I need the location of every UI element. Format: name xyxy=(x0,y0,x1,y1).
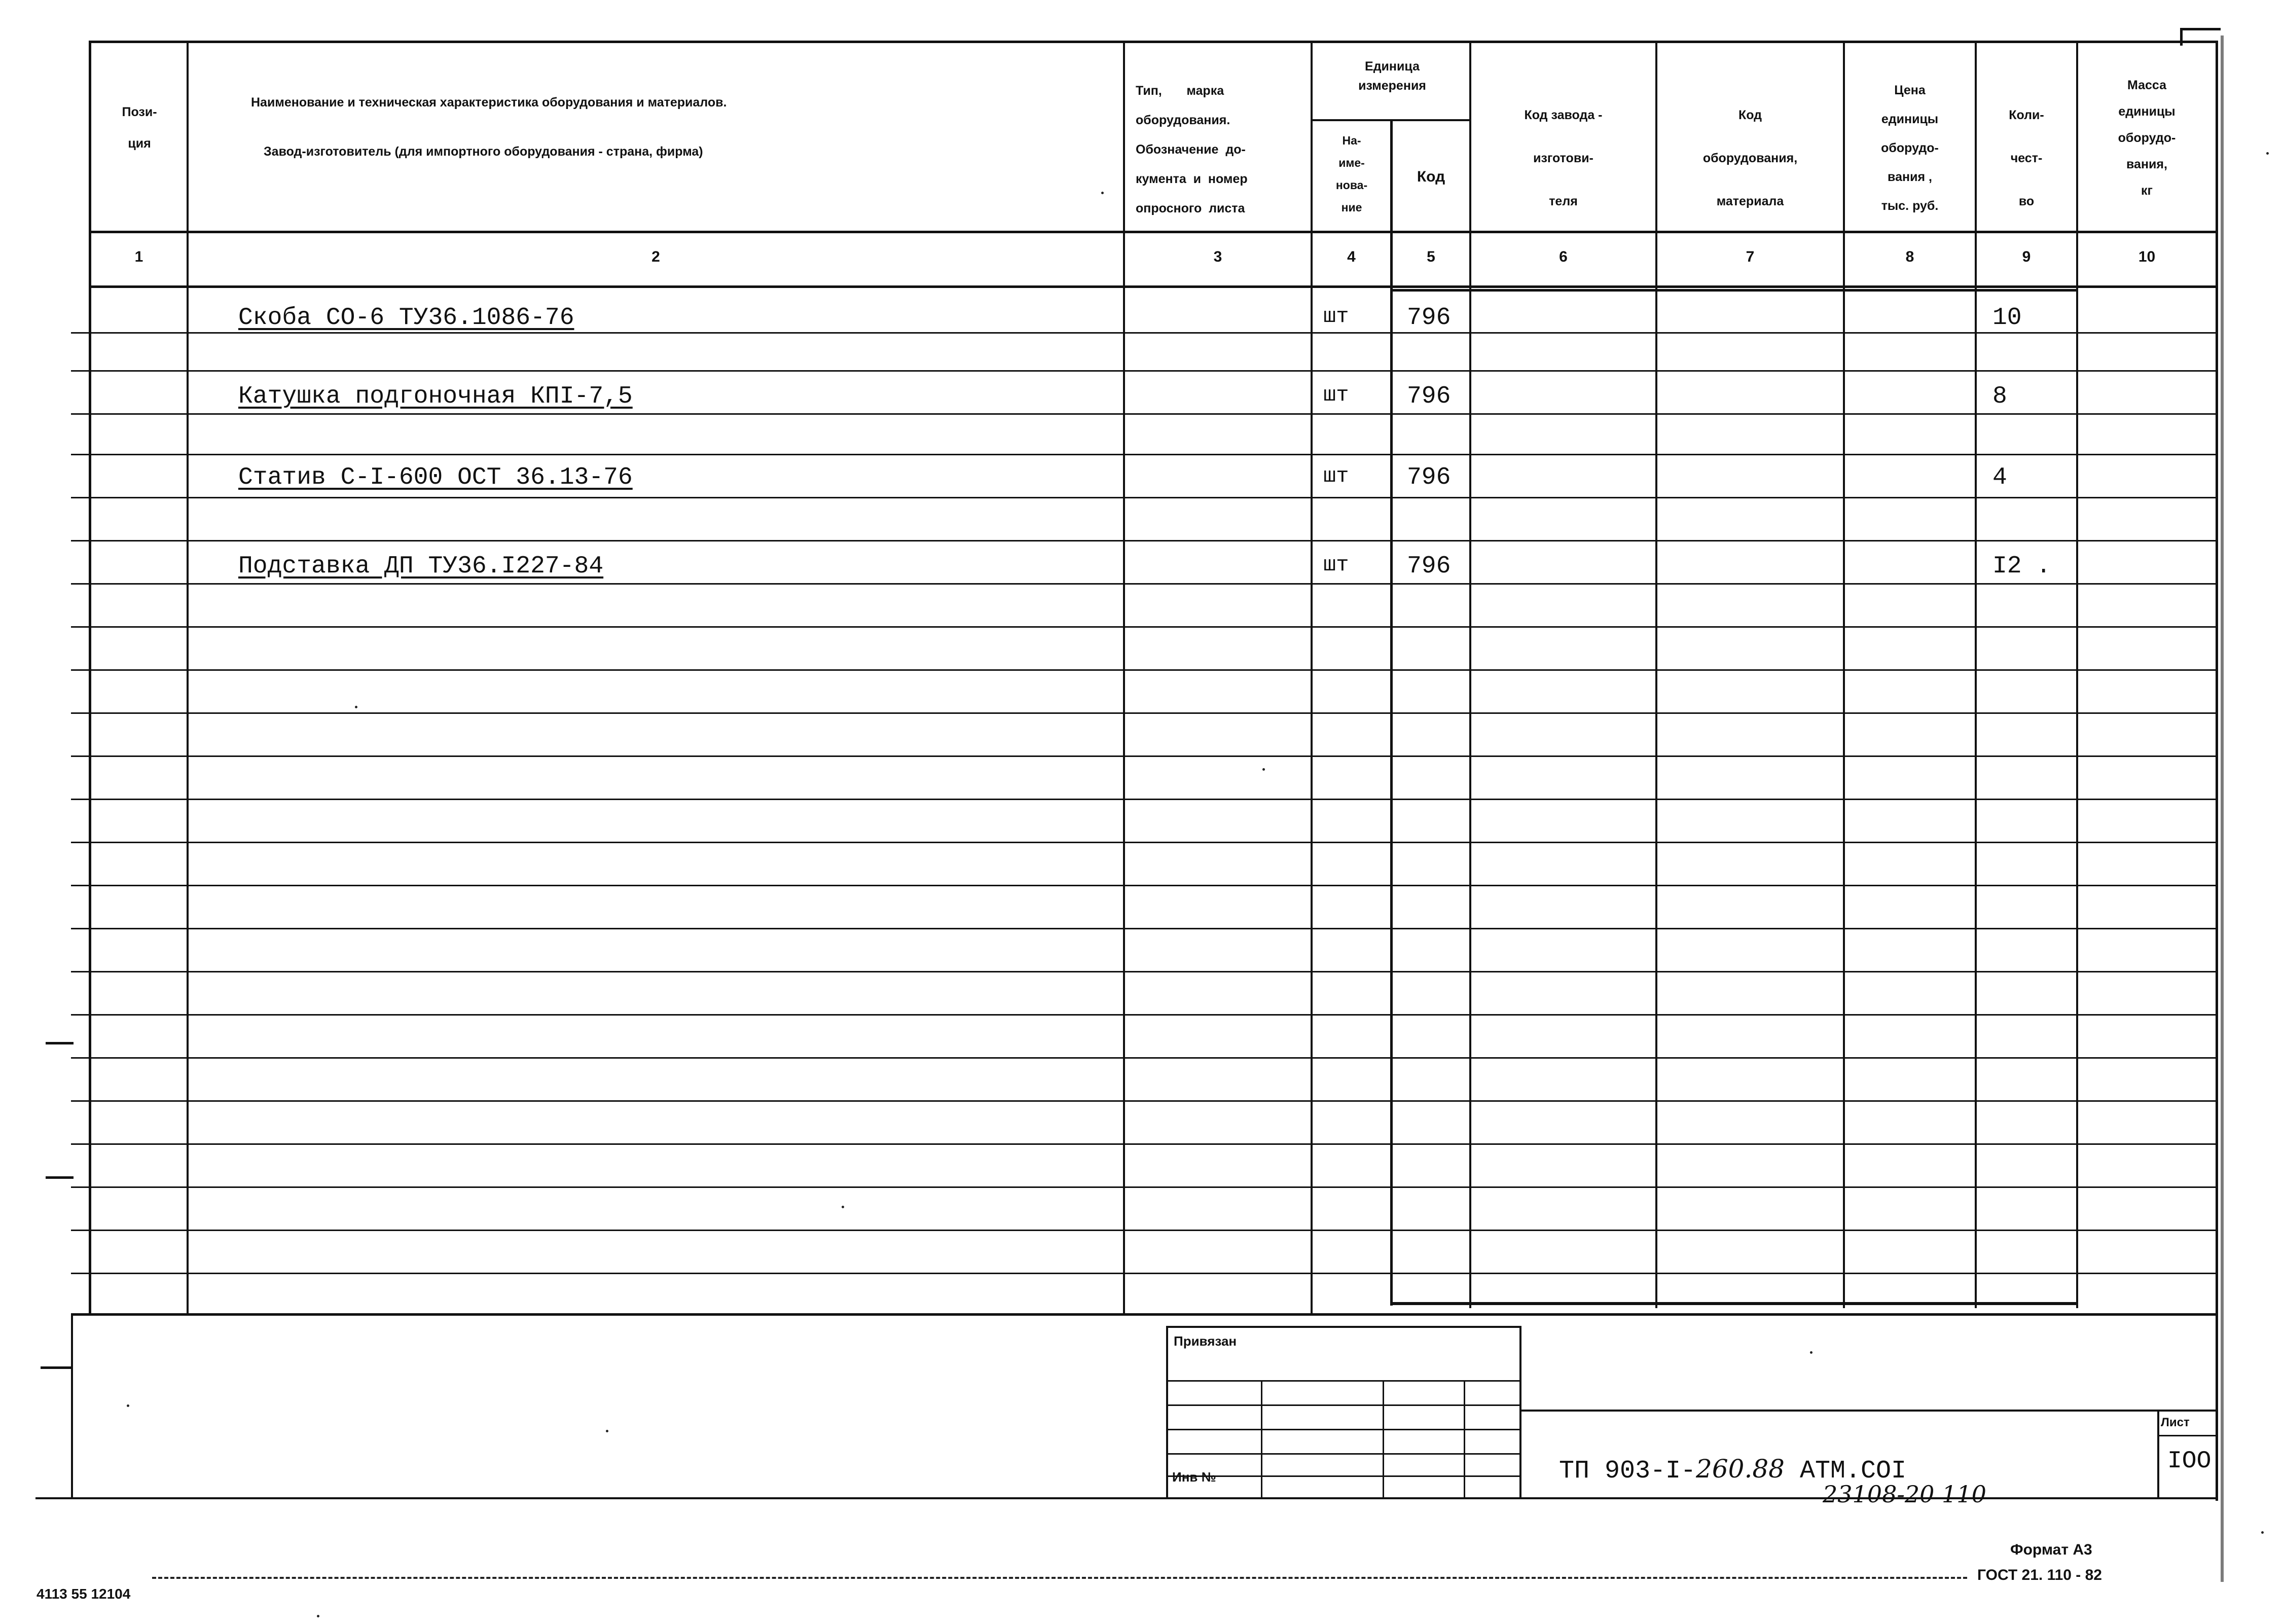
col1-divider xyxy=(187,41,189,1316)
row-unit: шт xyxy=(1323,304,1349,329)
column-number-3: 3 xyxy=(1213,248,1222,265)
stamp-row-line xyxy=(1166,1475,1521,1477)
corner-mark xyxy=(2180,30,2183,46)
scan-speck xyxy=(1810,1351,1812,1354)
column-number-4: 4 xyxy=(1347,248,1356,265)
row-code: 796 xyxy=(1407,304,1451,332)
column-number-8: 8 xyxy=(1905,248,1914,265)
sheet-box-top xyxy=(2157,1410,2159,1499)
table-row-line xyxy=(71,1014,2218,1016)
sheet-number: IOO xyxy=(2167,1448,2212,1475)
row-item-name: Катушка подгоночная КПI-7,5 xyxy=(238,383,633,410)
column-number-9: 9 xyxy=(2022,248,2031,265)
stamp-col-line xyxy=(1383,1380,1384,1498)
row-unit: шт xyxy=(1323,553,1349,577)
header-name-line2: Завод-изготовитель (для импортного оборудования - страна, фирма) xyxy=(264,145,703,159)
row-quantity: I2 . xyxy=(1992,553,2051,580)
header-name-line1: Наименование и техническая характеристика оборудования и материалов. xyxy=(251,95,727,110)
table-bottom-line xyxy=(71,1313,2218,1316)
table-row-line xyxy=(71,1230,2218,1231)
scan-speck xyxy=(127,1404,129,1407)
data-block-bottom xyxy=(1390,1302,2078,1305)
scan-speck xyxy=(2261,1531,2264,1534)
scan-speck xyxy=(317,1615,319,1617)
col2-divider xyxy=(1123,41,1125,1316)
scan-speck xyxy=(355,706,357,708)
table-row-line xyxy=(71,1273,2218,1274)
column-number-5: 5 xyxy=(1427,248,1435,265)
header-equipment-code: Код оборудования, материала xyxy=(1702,108,1798,208)
sheet-label: Лист xyxy=(2161,1416,2190,1429)
column-number-2: 2 xyxy=(651,248,660,265)
handwritten-number: 23108-20 110 xyxy=(1823,1481,1986,1508)
stamp-row-line xyxy=(1166,1453,1521,1455)
row-item-name: Скоба СО-6 ТУ36.1086-76 xyxy=(238,304,574,332)
table-row-line xyxy=(71,1100,2218,1102)
table-row-line xyxy=(71,1057,2218,1059)
bottom-frame-left-line xyxy=(71,1313,73,1499)
data-block-top xyxy=(1390,289,2078,292)
stamp-box-top xyxy=(1166,1326,1521,1328)
table-row-line xyxy=(71,799,2218,800)
row-code: 796 xyxy=(1407,383,1451,410)
header-quantity: Коли- чест- во xyxy=(2009,108,2044,208)
table-row-line xyxy=(71,626,2218,628)
table-row-line xyxy=(71,454,2218,455)
table-row-line xyxy=(71,1143,2218,1145)
header-unit-name: На- име- нова- ние xyxy=(1335,134,1368,214)
stamp-box-right xyxy=(1519,1326,1521,1498)
header-mass: Масса единицы оборудо- вания, кг xyxy=(2118,78,2176,198)
table-row-line xyxy=(71,712,2218,714)
table-row-line xyxy=(71,332,2218,334)
table-row-line xyxy=(71,755,2218,757)
row-item-name: Подставка ДП ТУ36.I227-84 xyxy=(238,553,604,580)
row-unit: шт xyxy=(1323,383,1349,407)
scan-speck xyxy=(606,1430,608,1432)
archive-number: 4113 55 12104 xyxy=(37,1586,131,1602)
table-row-line xyxy=(71,1186,2218,1188)
stamp-row-line xyxy=(1166,1429,1521,1430)
table-row-line xyxy=(71,497,2218,498)
col3-divider xyxy=(1311,41,1313,1316)
table-row-line xyxy=(71,540,2218,542)
scan-speck xyxy=(2266,152,2269,155)
margin-tick xyxy=(46,1176,74,1179)
frame-right-line xyxy=(2216,41,2218,1501)
col5-divider xyxy=(1469,41,1471,1308)
stamp-row-line xyxy=(1166,1380,1521,1382)
column-number-6: 6 xyxy=(1559,248,1568,265)
stamp-box-left xyxy=(1166,1326,1168,1498)
stamp-row-line xyxy=(1166,1404,1521,1406)
row-code: 796 xyxy=(1407,464,1451,491)
table-row-line xyxy=(71,583,2218,585)
table-row-line xyxy=(71,370,2218,372)
header-position: Пози- ция xyxy=(122,105,157,151)
table-row-line xyxy=(71,669,2218,671)
col8-divider xyxy=(1975,41,1977,1308)
margin-tick xyxy=(41,1366,71,1369)
scan-speck xyxy=(1101,192,1104,194)
col7-divider xyxy=(1843,41,1845,1308)
stamp-inv-number: Инв № xyxy=(1172,1469,1216,1485)
frame-top-line xyxy=(89,41,2218,43)
row-quantity: 8 xyxy=(1992,383,2007,410)
unit-group-divider xyxy=(1311,119,1471,121)
row-unit: шт xyxy=(1323,464,1349,488)
numbers-bottom-line xyxy=(89,285,2218,288)
scan-speck xyxy=(1262,768,1265,771)
document-code-handwritten: 260.88 xyxy=(1696,1454,1785,1484)
title-block-top xyxy=(1521,1410,2218,1412)
format-label: Формат А3 xyxy=(2010,1541,2092,1558)
table-row-line xyxy=(71,842,2218,843)
header-bottom-line xyxy=(89,231,2218,233)
table-row-line xyxy=(71,971,2218,972)
col4-divider xyxy=(1390,119,1393,1306)
corner-mark xyxy=(2180,28,2221,30)
sheet-box-divider xyxy=(2157,1435,2218,1436)
gost-label: ГОСТ 21. 110 - 82 xyxy=(1977,1567,2102,1583)
scan-speck xyxy=(842,1206,844,1208)
table-row-line xyxy=(71,885,2218,886)
column-number-1: 1 xyxy=(134,248,143,265)
stamp-col-line xyxy=(1464,1380,1465,1498)
header-price: Цена единицы оборудо- вания , тыс. руб. xyxy=(1881,83,1939,213)
stamp-privyazan: Привязан xyxy=(1174,1333,1237,1349)
frame-left-line xyxy=(89,41,91,1316)
col9-divider xyxy=(2076,41,2078,1308)
right-edge-mark xyxy=(2221,35,2224,1582)
dashed-footer-line xyxy=(152,1577,1967,1579)
document-code-prefix: ТП 903-I- xyxy=(1559,1457,1696,1486)
column-number-7: 7 xyxy=(1746,248,1755,265)
header-factory-code: Код завода - изготови- теля xyxy=(1524,108,1603,208)
header-unit-code: Код xyxy=(1417,168,1445,185)
column-number-10: 10 xyxy=(2138,248,2156,265)
table-row-line xyxy=(71,928,2218,929)
row-code: 796 xyxy=(1407,553,1451,580)
row-quantity: 10 xyxy=(1992,304,2022,332)
table-row-line xyxy=(71,413,2218,415)
margin-tick xyxy=(46,1042,74,1044)
stamp-col-line xyxy=(1261,1380,1262,1498)
header-type: Тип, марка оборудования. Обозначение до- кумента и номер опросного листа xyxy=(1136,84,1248,215)
document-code-suffix: АТМ.СОI xyxy=(1785,1457,1907,1486)
row-item-name: Статив С-I-600 ОСТ 36.13-76 xyxy=(238,464,633,491)
row-quantity: 4 xyxy=(1992,464,2007,491)
col6-divider xyxy=(1655,41,1657,1308)
header-unit-group: Единица измерения xyxy=(1358,59,1426,93)
